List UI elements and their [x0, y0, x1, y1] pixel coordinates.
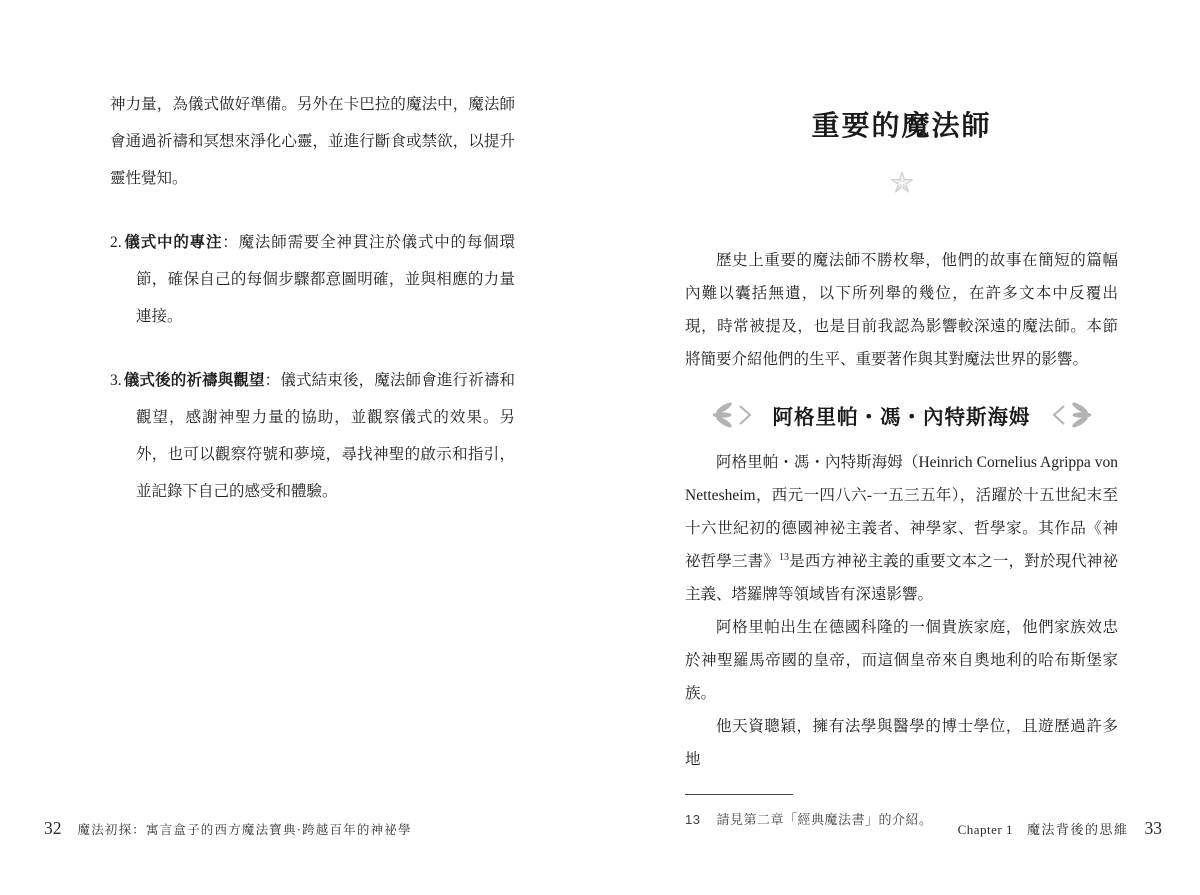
- list-item-colon: ：: [222, 234, 239, 251]
- agrippa-paragraph-2: 阿格里帕出生在德國科隆的一個貴族家庭，他們家族效忠於神聖羅馬帝國的皇帝，而這個皇帝來自奧地利的哈布斯堡家族。: [685, 619, 1118, 702]
- footnote-reference: 13: [779, 551, 789, 563]
- chapter-title: 魔法背後的思維: [1026, 822, 1129, 837]
- chapter-heading: 重要的魔法師: [811, 111, 992, 142]
- list-item-text: 儀式結束後，魔法師會進行祈禱和觀望，感謝神聖力量的協助，並觀察儀式的效果。另外，也可以觀察符號和夢境，尋找神聖的啟示和指引，並記錄下自己的感受和體驗。: [136, 372, 515, 500]
- chapter-label: Chapter 1: [957, 822, 1013, 837]
- list-item-text: 魔法師需要全神貫注於儀式中的每個環節，確保自己的每個步驟都意圖明確，並與相應的力量連接。: [136, 234, 515, 325]
- footnote-number: 13: [685, 812, 701, 827]
- agrippa-paragraph-1-continued: 是西方神祕主義的重要文本之一，對於現代神祕主義、塔羅牌等領域皆有深遠影響。: [685, 553, 1118, 603]
- list-item-label: 儀式中的專注: [123, 234, 223, 251]
- left-page-number: 32: [44, 818, 62, 838]
- running-book-title: 魔法初探：寓言盒子的西方魔法寶典·跨越百年的神祕學: [77, 823, 412, 837]
- footnote-rule: [685, 794, 793, 795]
- ritual-step-item-2: [110, 224, 515, 335]
- right-page: [685, 110, 1118, 828]
- left-page: [110, 86, 515, 510]
- right-page-number: 33: [1144, 818, 1162, 838]
- section-heading: 阿格里帕・馮・內特斯海姆: [772, 407, 1031, 429]
- section-heading-row: [685, 400, 1118, 430]
- right-fleuron-icon: [1049, 402, 1091, 428]
- list-item-number: 3.: [110, 372, 122, 389]
- list-item-label: 儀式後的祈禱與觀望: [123, 372, 265, 389]
- intro-paragraph: 歷史上重要的魔法師不勝枚舉，他們的故事在簡短的篇幅內難以囊括無遺，以下所列舉的幾位，在許多文本中反覆出現，時常被提及，也是目前我認為影響較深遠的魔法師。本節將簡要介紹他們的生平、重要著作與其對魔法世界的影響。: [685, 252, 1118, 368]
- list-item-colon: ：: [264, 372, 281, 389]
- agrippa-paragraph-3: 他天資聰穎，擁有法學與醫學的博士學位，且遊歷過許多地: [685, 718, 1118, 768]
- footnote-text: 請見第二章「經典魔法書」的介紹。: [716, 812, 933, 827]
- list-item-number: 2.: [110, 234, 122, 251]
- agrippa-paragraph-1: [685, 446, 1118, 611]
- agrippa-paragraph-1-text: 阿格里帕・馮・內特斯海姆（Heinrich Cornelius Agrippa von Nettesheim，西元一四八六-一五三五年），活躍於十五世紀末至十六世紀初的德國神祕主義者、神學家、哲學家。其作品《神祕哲學三書》: [685, 454, 1118, 570]
- left-page-footer: [44, 818, 412, 839]
- right-page-footer: [958, 818, 1162, 839]
- continuation-paragraph: 神力量，為儀式做好準備。另外在卡巴拉的魔法中，魔法師會通過祈禱和冥想來淨化心靈，並進行斷食或禁欲，以提升靈性覺知。: [110, 96, 515, 187]
- left-fleuron-icon: [713, 402, 755, 428]
- star-ornament-row: [685, 170, 1118, 198]
- star-ornament-icon: [889, 170, 915, 196]
- ritual-step-item-3: [110, 362, 515, 510]
